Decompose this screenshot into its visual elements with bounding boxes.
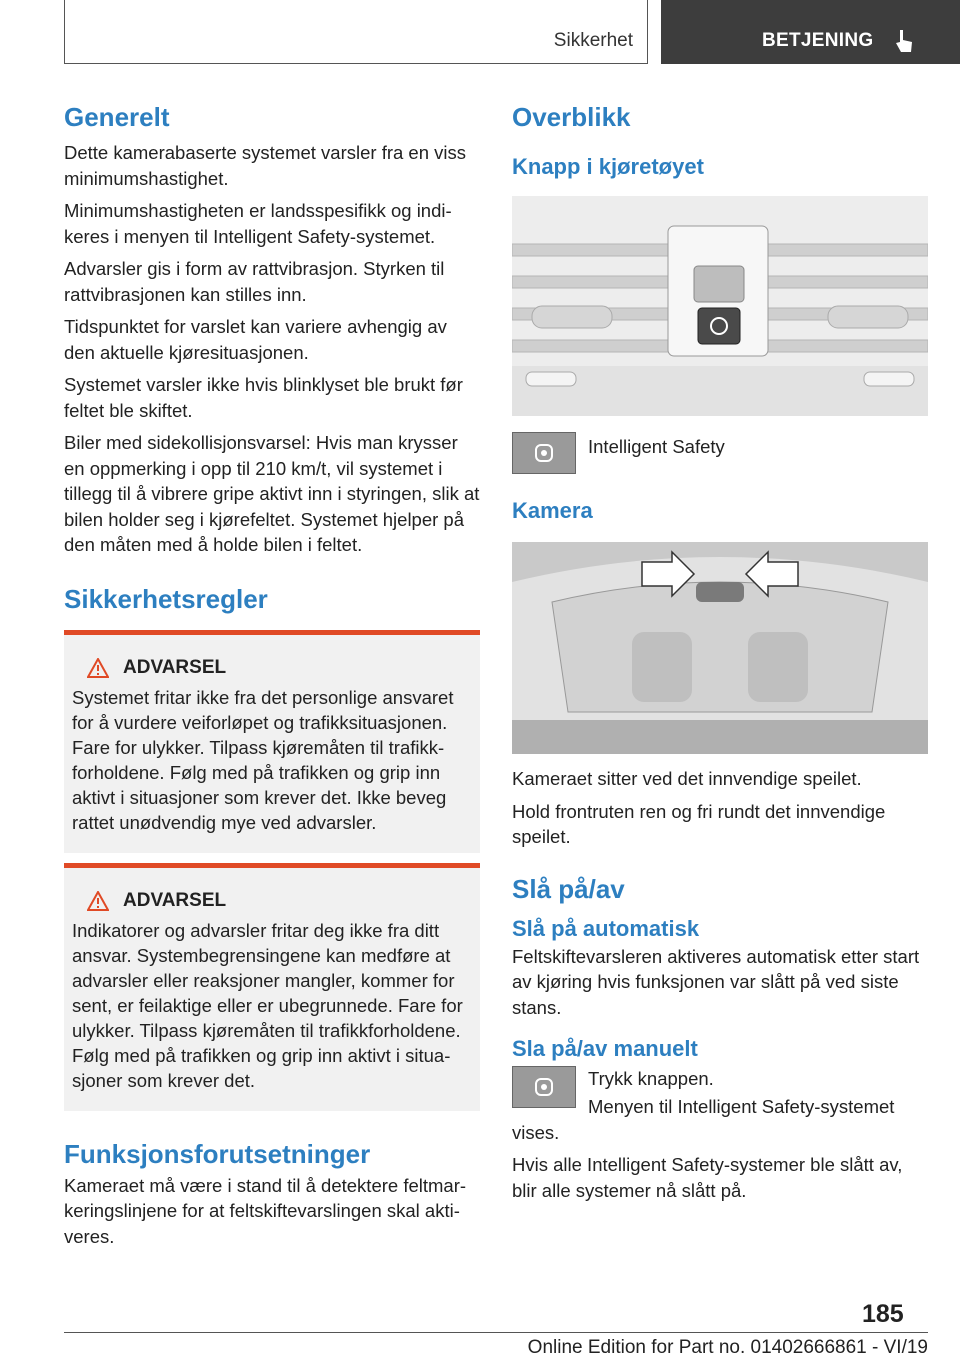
paragraph: Hvis alle Intelligent Safety-systemer ble slått av, blir alle systemer nå slått på. (512, 1154, 903, 1201)
warning-text: Indikatorer og advarsler fritar deg ikke fra ditt ansvar. Systembegrensingene kan medføre at advarsler eller reaksjoner mangler, kommer for sent, er feilaktige eller er ubegrunnede. Fare for ulykker. Tilpass kjøremåten til trafikkforholdene. Følg med på trafikken og grip inn aktivt i situasjoner som krever det. (72, 919, 463, 1091)
heading-general: Generelt (64, 102, 170, 132)
page-number: 185 (862, 1300, 904, 1328)
heading-automatic: Slå på automatisk (512, 915, 700, 941)
paragraph: Kameraet sitter ved det innvendige speilet. (512, 768, 862, 789)
warning-triangle-icon (87, 658, 109, 678)
paragraph: Minimumshastigheten er landsspesifikk og indikeres i menyen til Intelligent Safety-systemet. (64, 200, 452, 247)
warning-title: ADVARSEL (123, 889, 227, 911)
header-chapter: BETJENING (762, 30, 874, 51)
paragraph: Biler med sidekollisjonsvarsel: Hvis man krysser en oppmerking i opp til 210 km/t, vil systemet i tillegg til å vibrere gripe aktivt inn i styringen, slik at bilen holder seg i kjørefeltet. Systemet hjelper på den måten med å holde bilen i feltet. (64, 432, 480, 555)
button-label: Intelligent Safety (588, 436, 725, 457)
paragraph: Trykk knappen. (588, 1068, 714, 1089)
warning-box (64, 630, 480, 853)
heading-manual: Sla på/av manuelt (512, 1036, 698, 1061)
heading-camera: Kamera (512, 498, 593, 523)
warning-triangle-icon (87, 891, 109, 911)
footer-divider (64, 1332, 928, 1333)
heading-button-in-vehicle: Knapp i kjøretøyet (512, 154, 704, 179)
paragraph: Hold frontruten ren og fri rundt det innvendige speilet. (512, 800, 886, 847)
paragraph: Tidspunktet for varslet kan variere avhengig av den aktuelle kjøresituasjonen. (64, 316, 447, 363)
intelligent-safety-button-icon[interactable] (512, 1066, 576, 1108)
heading-on-off: Slå på/av (512, 873, 625, 904)
heading-safety-rules: Sikkerhetsregler (64, 583, 268, 614)
left-column (64, 100, 480, 1256)
warning-box (64, 863, 480, 1111)
intelligent-safety-button-icon[interactable] (512, 432, 576, 474)
paragraph: Feltskiftevarsleren aktiveres automatisk etter start av kjøring hvis funksjonen var slått på ved siste stans. (512, 945, 920, 1018)
heading-prerequisites: Funksjonsforutsetninger (64, 1138, 371, 1169)
paragraph: Kameraet må være i stand til å detektere feltmarkeringslinjene for at feltskiftevarslingen skal aktiveres. (64, 1174, 467, 1247)
dashboard-button-image (512, 196, 928, 416)
warning-text: Systemet fritar ikke fra det personlige ansvaret for å vurdere veiforløpet og trafikksituasjonen. Fare for ulykker. Tilpass kjøremåten til trafikkforholdene. Følg med på trafikken og grip inn aktivt i situasjoner som krever det. Ikke beveg rattet unødvendig mye ved advarsler. (72, 686, 454, 833)
hand-pointer-icon (893, 28, 917, 54)
footer-edition: Online Edition for Part no. 01402666861 - VI/19 (527, 1337, 928, 1358)
paragraph: Menyen til Intelligent Safety-systemet vises. (512, 1096, 895, 1143)
header-chapter-box (661, 0, 960, 64)
paragraph: Systemet varsler ikke hvis blinklyset ble brukt før feltet ble skiftet. (64, 374, 463, 421)
heading-overview: Overblikk (512, 102, 631, 132)
paragraph: Dette kamerabaserte systemet varsler fra en viss minimumshastighet. (64, 142, 467, 189)
button-legend (512, 432, 928, 474)
camera-location-image (512, 542, 928, 754)
right-column (512, 100, 928, 1210)
header-section-box (64, 0, 648, 64)
warning-title: ADVARSEL (123, 656, 227, 678)
header-section: Sikkerhet (553, 30, 633, 51)
paragraph: Advarsler gis i form av rattvibrasjon. Styrken til rattvibrasjonen kan stilles inn. (64, 258, 445, 305)
